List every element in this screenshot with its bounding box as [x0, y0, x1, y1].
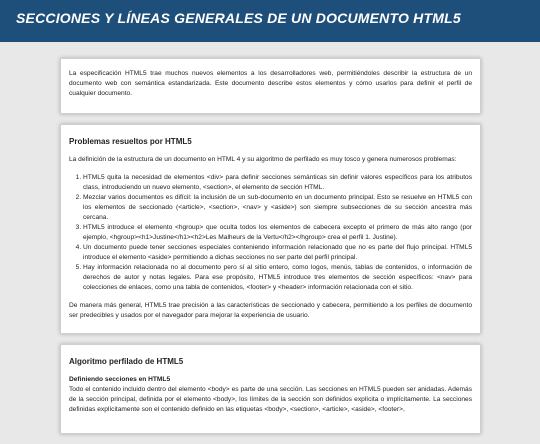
main-content [60, 58, 481, 444]
algorithm-subheading: Definiendo secciones en HTML5 [69, 376, 171, 383]
intro-card [60, 58, 481, 114]
algorithm-heading: Algoritmo perfilado de HTML5 [69, 357, 184, 366]
algorithm-card [60, 344, 481, 434]
problems-list [83, 173, 472, 293]
list-item: 2. Mezclar varios documentos es difícil: la inclusión de un sub-documento en un documento principal. Esto se resuelve en HTML5 con los elementos de seccionado (<article>, <section>, <nav> y <aside>) son siempre subsecciones de su sección ancestra más cercana. [83, 193, 472, 223]
page-header [0, 0, 540, 42]
problems-heading: Problemas resueltos por HTML5 [69, 137, 192, 146]
problems-lead: La definición de la estructura de un documento en HTML 4 y su algoritmo de perfilado es muy tosco y genera numerosos problemas: [69, 156, 457, 163]
intro-paragraph: La especificación HTML5 trae muchos nuevos elementos a los desarrolladores web, permitiéndoles describir la estructura de un documento web con semántica estandarizada. Este documento describe estos elementos y cómo usarlos para definir el perfil de cualquier documento. [69, 70, 472, 97]
list-item: 1. HTML5 quita la necesidad de elementos <div> para definir secciones semánticas sin definir valores específicos para los atributos class, introduciendo un nuevo elemento, <section>, el elemento de sección HTML. [83, 173, 472, 193]
list-item: 4. Un documento puede tener secciones especiales conteniendo información relacionado que no es parte del flujo principal. HTML5 introduce el elemento <aside> permitiendo a dichas secciones no ser parte del perfil principal. [83, 243, 472, 263]
list-item: 5. Hay información relacionada no al documento pero sí al sitio entero, como logos, menús, tablas de contenidos, o información de derechos de autor y notas legales. Para ese propósito, HTML5 introduce tres elementos de sección específicos: <nav> para colecciones de enlaces, como una tabla de contenidos, <footer> y <header> información relacionada con el sitio. [83, 263, 472, 293]
problems-card [60, 124, 481, 334]
algorithm-paragraph: Todo el contenido incluido dentro del elemento <body> es parte de una sección. Las secciones en HTML5 pueden ser anidadas. Además de la sección principal, definida por el elemento <body>, los límites de la sección son definidos explícita o implícitamente. La secciones definidas explícitamente son el contenido definido en las etiquetas <body>, <section>, <article>, <aside>, <footer>, [69, 386, 472, 413]
problems-conclusion: De manera más general, HTML5 trae precisión a las características de seccionado y cabecera, permitiendo a los perfiles de documento ser predecibles y usados por el navegador para mejorar la experiencia de usuario. [69, 302, 472, 319]
list-item: 3. HTML5 introduce el elemento <hgroup> que oculta todos los elementos de cabecera excepto el primero de más alto rango (por ejemplo, <hgroup><h1>Justine</h1><h2>Les Malheurs de la Vertu</h2></hgroup> crea el perfil 1. Justine). [83, 223, 472, 243]
page-title: SECCIONES Y LÍNEAS GENERALES DE UN DOCUMENTO HTML5 [16, 10, 461, 26]
